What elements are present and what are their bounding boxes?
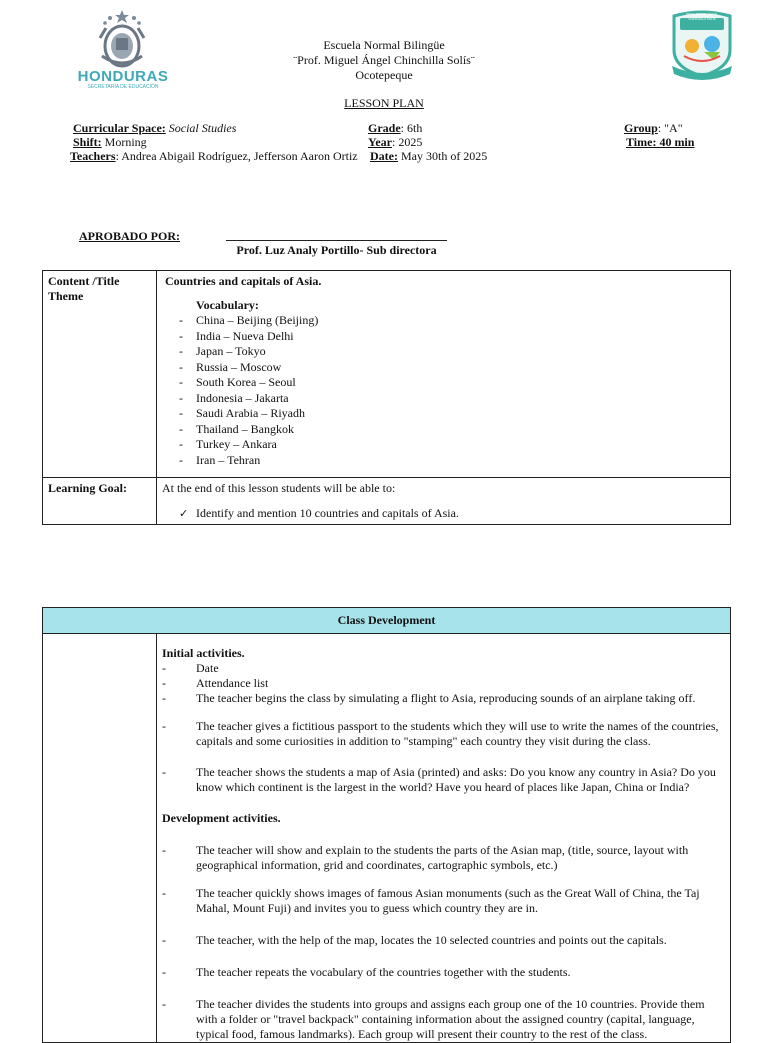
development-activities-label: Development activities. xyxy=(162,811,281,825)
logo-right-text: PROF. MIGUEL ÁNGEL CHINCHILLA SOLÍS xyxy=(685,12,719,21)
development-activity-item xyxy=(162,933,724,948)
dash-bullet: - xyxy=(179,375,183,389)
school-prof: ¨Prof. Miguel Ángel Chinchilla Solís¨ xyxy=(293,53,475,67)
goal-item xyxy=(162,506,725,521)
year xyxy=(368,135,422,149)
dash-bullet: - xyxy=(179,452,183,467)
vocabulary-item-text: Thailand – Bangkok xyxy=(196,421,294,436)
group-label: Group xyxy=(624,121,658,135)
dash-bullet: - xyxy=(162,965,166,979)
initial-simple-item-text: Date xyxy=(196,661,219,675)
check-icon: ✓ xyxy=(179,507,189,520)
vocabulary-item xyxy=(162,329,725,345)
vocabulary-list xyxy=(162,313,725,468)
class-development-header-row xyxy=(43,608,731,634)
vocabulary-item-text: China – Beijing (Beijing) xyxy=(196,313,319,327)
development-activity-item xyxy=(162,886,724,916)
development-activities-list xyxy=(162,843,724,1042)
curricular-label: Curricular Space: xyxy=(73,121,166,135)
vocabulary-item-text: Japan – Tokyo xyxy=(196,344,266,358)
development-activity-item-text: The teacher, with the help of the map, locates the 10 selected countries and points out the capitals. xyxy=(196,933,667,947)
vocabulary-label: Vocabulary: xyxy=(196,298,259,312)
activities-cell xyxy=(157,634,731,1043)
dash-bullet: - xyxy=(179,328,183,343)
vocabulary-item xyxy=(162,360,725,376)
dash-bullet: - xyxy=(162,691,166,705)
initial-activity-item xyxy=(162,719,724,749)
dash-bullet: - xyxy=(162,719,166,733)
development-activity-item xyxy=(162,997,724,1042)
vocabulary-item xyxy=(162,453,725,469)
content-cell xyxy=(157,271,731,478)
signature-line xyxy=(226,240,447,241)
curricular-value: Social Studies xyxy=(165,121,237,135)
content-label: Content /Title Theme xyxy=(43,271,157,478)
date xyxy=(370,149,487,163)
development-activity-item-text: The teacher quickly shows images of famous Asian monuments (such as the Great Wall of China, the Taj Mahal, Mount Fuji) and invites you to guess which country they are in. xyxy=(196,886,700,915)
initial-activities-list xyxy=(162,691,724,795)
shift xyxy=(73,135,147,149)
grade xyxy=(368,121,422,135)
dash-bullet: - xyxy=(162,997,166,1011)
approver-name: Prof. Luz Analy Portillo- Sub directora xyxy=(236,243,437,257)
initial-activity-item xyxy=(162,765,724,795)
dash-bullet: - xyxy=(162,661,166,675)
class-development-header: Class Development xyxy=(43,608,731,634)
logo-left-subtext: SECRETARÍA DE EDUCACIÓN xyxy=(87,84,159,90)
vocabulary-item xyxy=(162,422,725,438)
initial-activity-item xyxy=(162,691,724,706)
initial-activity-item-text: The teacher begins the class by simulating a flight to Asia, reproducing sounds of an airplane taking off. xyxy=(196,691,696,705)
grade-value: : 6th xyxy=(400,121,423,135)
initial-simple-list xyxy=(162,661,724,691)
vocabulary-item-text: South Korea – Seoul xyxy=(196,375,296,389)
vocabulary-item xyxy=(162,313,725,329)
initial-activity-item-text: The teacher shows the students a map of Asia (printed) and asks: Do you know any country in Asia? Do you know which continent is the largest in the world? Have you heard of places like Japan, China or India? xyxy=(196,765,716,794)
goal-item-text: Identify and mention 10 countries and capitals of Asia. xyxy=(196,506,459,520)
vocabulary-item-text: Iran – Tehran xyxy=(196,452,261,467)
topic-title: Countries and capitals of Asia. xyxy=(165,274,322,288)
goal-cell xyxy=(157,478,731,525)
curricular-space xyxy=(73,121,236,135)
teachers-value: : Andrea Abigail Rodríguez, Jefferson Aaron Ortiz xyxy=(115,149,358,163)
vocabulary-item xyxy=(162,344,725,360)
dash-bullet: - xyxy=(162,933,166,947)
class-development-table xyxy=(42,607,731,1043)
initial-simple-item xyxy=(162,661,724,676)
logo-left-text: HONDURAS xyxy=(77,68,169,85)
vocabulary-item xyxy=(162,437,725,453)
dash-bullet: - xyxy=(162,765,166,779)
group xyxy=(624,121,683,135)
lesson-table xyxy=(42,270,731,525)
school-city: Ocotepeque xyxy=(355,68,413,82)
activities-row xyxy=(43,634,731,1043)
vocabulary-item-text: Saudi Arabia – Riyadh xyxy=(196,406,305,420)
dash-bullet: - xyxy=(179,390,183,405)
goal-intro: At the end of this lesson students will be able to: xyxy=(162,481,396,495)
teachers-label: Teachers xyxy=(70,149,116,163)
document-title: LESSON PLAN xyxy=(344,96,424,110)
dash-bullet: - xyxy=(162,886,166,900)
learning-goal-label: Learning Goal: xyxy=(43,478,157,525)
dash-bullet: - xyxy=(162,843,166,857)
approved-by-label: APROBADO POR: xyxy=(79,229,180,243)
goal-row xyxy=(43,478,731,525)
shift-label: Shift: xyxy=(73,135,102,149)
activities-left-cell xyxy=(43,634,157,1043)
vocabulary-item xyxy=(162,375,725,391)
grade-label: Grade xyxy=(368,121,401,135)
time: Time: 40 min xyxy=(626,135,695,149)
development-activity-item-text: The teacher divides the students into groups and assigns each group one of the 10 countries. Provide them with a folder or "travel backpack" containing information about the assigned country (capital, language, typical food, famous landmarks). Each group will present their country to the rest of the class. xyxy=(196,997,705,1041)
dash-bullet: - xyxy=(179,421,183,436)
development-activity-item-text: The teacher will show and explain to the students the parts of the Asian map, (title, source, layout with geographical information, grid and coordinates, cartographic symbols, etc.) xyxy=(196,843,689,872)
content-row xyxy=(43,271,731,478)
year-value: : 2025 xyxy=(392,135,423,149)
dash-bullet: - xyxy=(179,313,183,327)
development-activity-item xyxy=(162,965,724,980)
initial-simple-item-text: Attendance list xyxy=(196,676,269,690)
dash-bullet: - xyxy=(179,437,183,451)
development-activity-item xyxy=(162,843,724,873)
initial-simple-item xyxy=(162,676,724,691)
date-value: May 30th of 2025 xyxy=(397,149,488,163)
dash-bullet: - xyxy=(179,359,183,374)
vocabulary-item xyxy=(162,391,725,407)
year-label: Year xyxy=(368,135,392,149)
school-name: Escuela Normal Bilingüe xyxy=(323,38,445,52)
vocabulary-item-text: Turkey – Ankara xyxy=(196,437,277,451)
dash-bullet: - xyxy=(179,344,183,358)
vocabulary-item-text: Russia – Moscow xyxy=(196,359,282,374)
development-activity-item-text: The teacher repeats the vocabulary of the countries together with the students. xyxy=(196,965,571,979)
teachers xyxy=(70,149,358,163)
group-value: : "A" xyxy=(657,121,683,135)
date-label: Date: xyxy=(370,149,398,163)
shift-value: Morning xyxy=(101,135,147,149)
dash-bullet: - xyxy=(162,676,166,690)
vocabulary-item-text: India – Nueva Delhi xyxy=(196,328,294,343)
initial-activity-item-text: The teacher gives a fictitious passport to the students which they will use to write the names of the countries, capitals and some curiosities in addition to "stamping" each country they visit during the class. xyxy=(196,719,719,748)
vocabulary-item-text: Indonesia – Jakarta xyxy=(196,390,289,405)
initial-activities-label: Initial activities. xyxy=(162,646,245,660)
vocabulary-item xyxy=(162,406,725,422)
dash-bullet: - xyxy=(179,406,183,420)
